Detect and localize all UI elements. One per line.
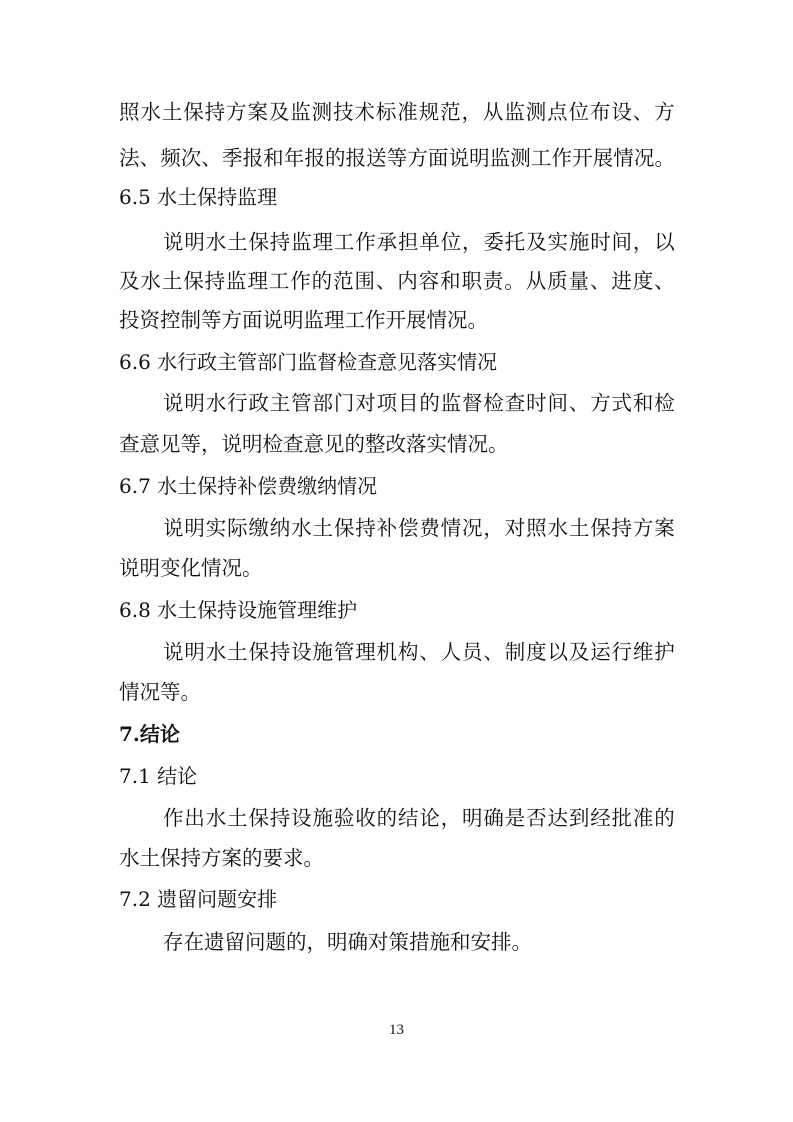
paragraph-line: 说 明 水 土 保 持 监 理 工 作 承 担 单 位 ， 委 托 及 实 施 时 间 ， 以 [163,230,675,254]
section-heading-7-2: 7.2 遗留问题安排 [119,887,278,911]
section-heading-7-1: 7.1 结论 [119,764,198,788]
paragraph-line: 水土保持方案的要求。 [119,846,324,870]
paragraph-line: 查意见等，说明检查意见的整改落实情况。 [119,432,509,456]
paragraph-line: 说 明 水 行 政 主 管 部 门 对 项 目 的 监 督 检 查 时 间 、 方 式 和 检 [163,391,675,415]
section-heading-6-7: 6.7 水土保持补偿费缴纳情况 [119,474,378,498]
paragraph-line: 存在遗留问题的，明确对策措施和安排。 [163,930,532,954]
paragraph-line: 说明变化情况。 [119,556,263,580]
paragraph-line: 投资控制等方面说明监理工作开展情况。 [119,308,488,332]
paragraph-line: 情况等。 [119,680,201,704]
paragraph-line: 照 水 土 保 持 方 案 及 监 测 技 术 标 准 规 范 ， 从 监 测 点 位 布 设 、 方 [119,100,675,124]
section-heading-6-5: 6.5 水土保持监理 [119,185,278,209]
chapter-heading-7: 7.结论 [119,722,180,746]
paragraph-line: 法 、 频 次 、 季 报 和 年 报 的 报 送 等 方 面 说 明 监 测 工 作 开 展 情 况 。 [119,146,675,170]
paragraph-line: 及 水 土 保 持 监 理 工 作 的 范 围 、 内 容 和 职 责 。 从 质 量 、 进 度 、 [119,269,675,293]
section-heading-6-6: 6.6 水行政主管部门监督检查意见落实情况 [119,350,498,374]
paragraph-line: 作 出 水 土 保 持 设 施 验 收 的 结 论 ， 明 确 是 否 达 到 经 批 准 的 [163,806,675,830]
paragraph-line: 说 明 实 际 缴 纳 水 土 保 持 补 偿 费 情 况 ， 对 照 水 土 保 持 方 案 [163,516,675,540]
paragraph-line: 说 明 水 土 保 持 设 施 管 理 机 构 、 人 员 、 制 度 以 及 运 行 维 护 [163,640,675,664]
section-heading-6-8: 6.8 水土保持设施管理维护 [119,598,358,622]
page-number: 13 [389,1022,404,1038]
